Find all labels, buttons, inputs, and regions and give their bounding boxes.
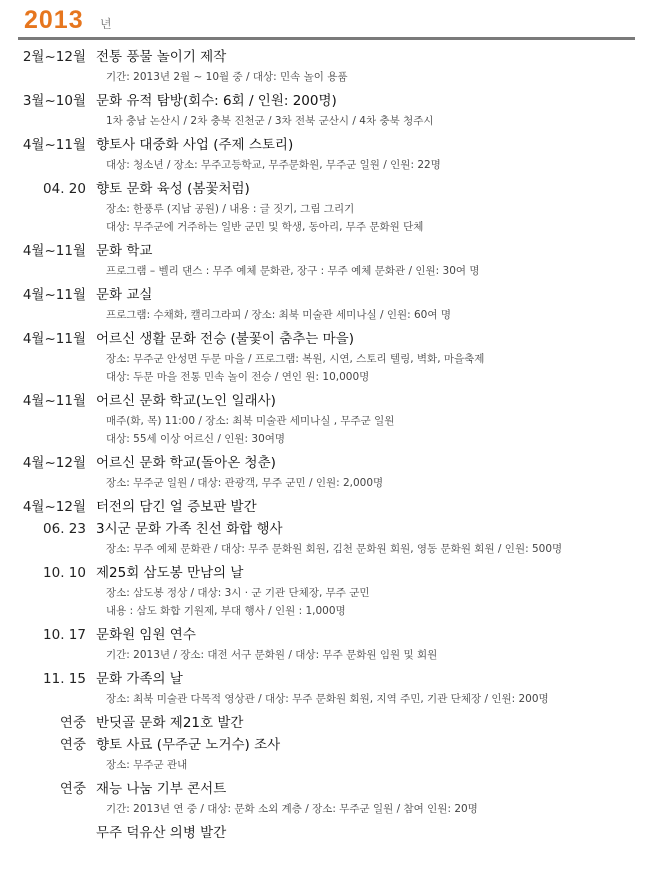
event-title: 문화 교실	[96, 287, 153, 303]
event-title-row	[0, 452, 655, 474]
event-date: 10. 17	[43, 627, 86, 643]
event-entry	[0, 90, 655, 130]
event-date: 3월~10월	[22, 93, 86, 109]
event-title-row	[0, 822, 655, 844]
event-date: 연중	[59, 715, 86, 731]
event-entry	[0, 134, 655, 174]
event-entry	[0, 668, 655, 708]
event-title-row	[0, 562, 655, 584]
event-title-row	[0, 284, 655, 306]
event-detail: 대상: 무주군에 거주하는 일반 군민 및 학생, 동아리, 무주 문화원 단체	[106, 221, 424, 233]
event-date: 연중	[59, 781, 86, 797]
event-title: 문화 학교	[96, 243, 153, 259]
event-date: 4월~11월	[22, 137, 86, 153]
event-title: 어르신 생활 문화 전승 (불꽃이 춤추는 마을)	[96, 331, 354, 347]
event-title: 3시군 문화 가족 친선 화합 행사	[96, 521, 283, 537]
event-detail: 기간: 2013년 2월 ~ 10월 중 / 대상: 민속 놀이 용품	[106, 71, 348, 83]
event-detail: 장소: 최북 미술관 다목적 영상관 / 대상: 무주 문화원 회원, 지역 주민, 기관 단체장 / 인원: 200명	[106, 693, 549, 705]
event-title: 향토 사료 (무주군 노거수) 조사	[96, 737, 281, 753]
event-entry	[0, 778, 655, 818]
event-title-row	[0, 328, 655, 350]
event-detail: 내용 : 삼도 화합 기원제, 부대 행사 / 인원 : 1,000명	[106, 605, 346, 617]
event-detail: 장소: 무주군 일원 / 대상: 관광객, 무주 군민 / 인원: 2,000명	[106, 477, 384, 489]
event-title-row	[0, 778, 655, 800]
event-title-row	[0, 390, 655, 412]
event-date: 연중	[59, 737, 86, 753]
event-entry	[0, 496, 655, 518]
event-date: 4월~12월	[22, 499, 86, 515]
event-date: 2월~12월	[22, 49, 86, 65]
event-date: 04. 20	[43, 181, 86, 197]
event-date: 4월~11월	[22, 393, 86, 409]
event-title-row	[0, 240, 655, 262]
event-title: 어르신 문화 학교(노인 일래사)	[96, 393, 276, 409]
event-entry	[0, 240, 655, 280]
event-detail: 매주(화, 목) 11:00 / 장소: 최북 미술관 세미나실 , 무주군 일원	[106, 415, 395, 427]
event-date: 4월~11월	[22, 331, 86, 347]
event-title: 반딧골 문화 제21호 발간	[96, 715, 244, 731]
event-entry	[0, 452, 655, 492]
page-header	[0, 0, 655, 40]
event-title-row	[0, 496, 655, 518]
event-date: 4월~11월	[22, 243, 86, 259]
event-title: 무주 덕유산 의병 발간	[96, 825, 227, 841]
year-suffix: 년	[100, 17, 112, 31]
event-title-row	[0, 624, 655, 646]
event-title-row	[0, 518, 655, 540]
event-entry	[0, 518, 655, 558]
event-entry	[0, 46, 655, 86]
event-date: 10. 10	[43, 565, 86, 581]
event-detail: 프로그램: 수채화, 캘리그라피 / 장소: 최북 미술관 세미나실 / 인원: 60여 명	[106, 309, 451, 321]
event-title-row	[0, 668, 655, 690]
event-title: 문화원 임원 연수	[96, 627, 196, 643]
event-title-row	[0, 134, 655, 156]
event-title: 향토사 대중화 사업 (주제 스토리)	[96, 137, 294, 153]
event-title: 문화 유적 탐방(회수: 6회 / 인원: 200명)	[96, 93, 337, 109]
event-title: 재능 나눔 기부 콘서트	[96, 781, 227, 797]
event-detail: 장소: 무주 예체 문화관 / 대상: 무주 문화원 회원, 김천 문화원 회원, 영동 문화원 회원 / 인원: 500명	[106, 543, 563, 555]
event-entry	[0, 712, 655, 734]
event-entry	[0, 390, 655, 448]
event-entry	[0, 624, 655, 664]
event-detail: 프로그램 – 벨리 댄스 : 무주 예체 문화관, 장구 : 무주 예체 문화관 / 인원: 30여 명	[106, 265, 480, 277]
event-title: 향토 문화 육성 (봄꽃처럼)	[96, 181, 250, 197]
event-title-row	[0, 734, 655, 756]
event-detail: 대상: 청소년 / 장소: 무주고등학교, 무주문화원, 무주군 일원 / 인원: 22명	[106, 159, 441, 171]
event-title: 터전의 담긴 얼 증보판 발간	[96, 499, 257, 515]
event-date: 11. 15	[43, 671, 86, 687]
event-title-row	[0, 178, 655, 200]
event-date: 4월~12월	[22, 455, 86, 471]
event-date: 06. 23	[43, 521, 86, 537]
event-entry	[0, 562, 655, 620]
event-detail: 기간: 2013년 연 중 / 대상: 문화 소외 계층 / 장소: 무주군 일원 / 참여 인원: 20명	[106, 803, 478, 815]
year-heading: 2013	[24, 6, 84, 34]
event-title: 전통 풍물 놀이기 제작	[96, 49, 227, 65]
event-title: 제25회 삼도봉 만남의 날	[96, 565, 244, 581]
event-detail: 장소: 삼도봉 정상 / 대상: 3시 · 군 기관 단체장, 무주 군민	[106, 587, 370, 599]
event-title: 문화 가족의 날	[96, 671, 183, 687]
event-title-row	[0, 46, 655, 68]
event-entry	[0, 178, 655, 236]
event-entry	[0, 328, 655, 386]
event-title-row	[0, 90, 655, 112]
event-entry	[0, 734, 655, 774]
header-divider	[18, 37, 635, 40]
event-detail: 기간: 2013년 / 장소: 대전 서구 문화원 / 대상: 무주 문화원 임원 및 회원	[106, 649, 438, 661]
event-title: 어르신 문화 학교(돌아온 청춘)	[96, 455, 276, 471]
event-detail: 대상: 두문 마을 전통 민속 놀이 전승 / 연인 원: 10,000명	[106, 371, 370, 383]
event-detail: 장소: 무주군 관내	[106, 759, 188, 771]
event-detail: 대상: 55세 이상 어르신 / 인원: 30여명	[106, 433, 286, 445]
event-entry	[0, 822, 655, 844]
event-detail: 장소: 한풍루 (지남 공원) / 내용 : 글 짓기, 그림 그리기	[106, 203, 355, 215]
event-entry	[0, 284, 655, 324]
event-date: 4월~11월	[22, 287, 86, 303]
event-title-row	[0, 712, 655, 734]
event-list	[0, 46, 655, 844]
event-detail: 1차 충남 논산시 / 2차 충북 진천군 / 3차 전북 군산시 / 4차 충북 청주시	[106, 115, 434, 127]
event-detail: 장소: 무주군 안성면 두문 마을 / 프로그램: 복원, 시연, 스토리 텔링, 벽화, 마을축제	[106, 353, 485, 365]
